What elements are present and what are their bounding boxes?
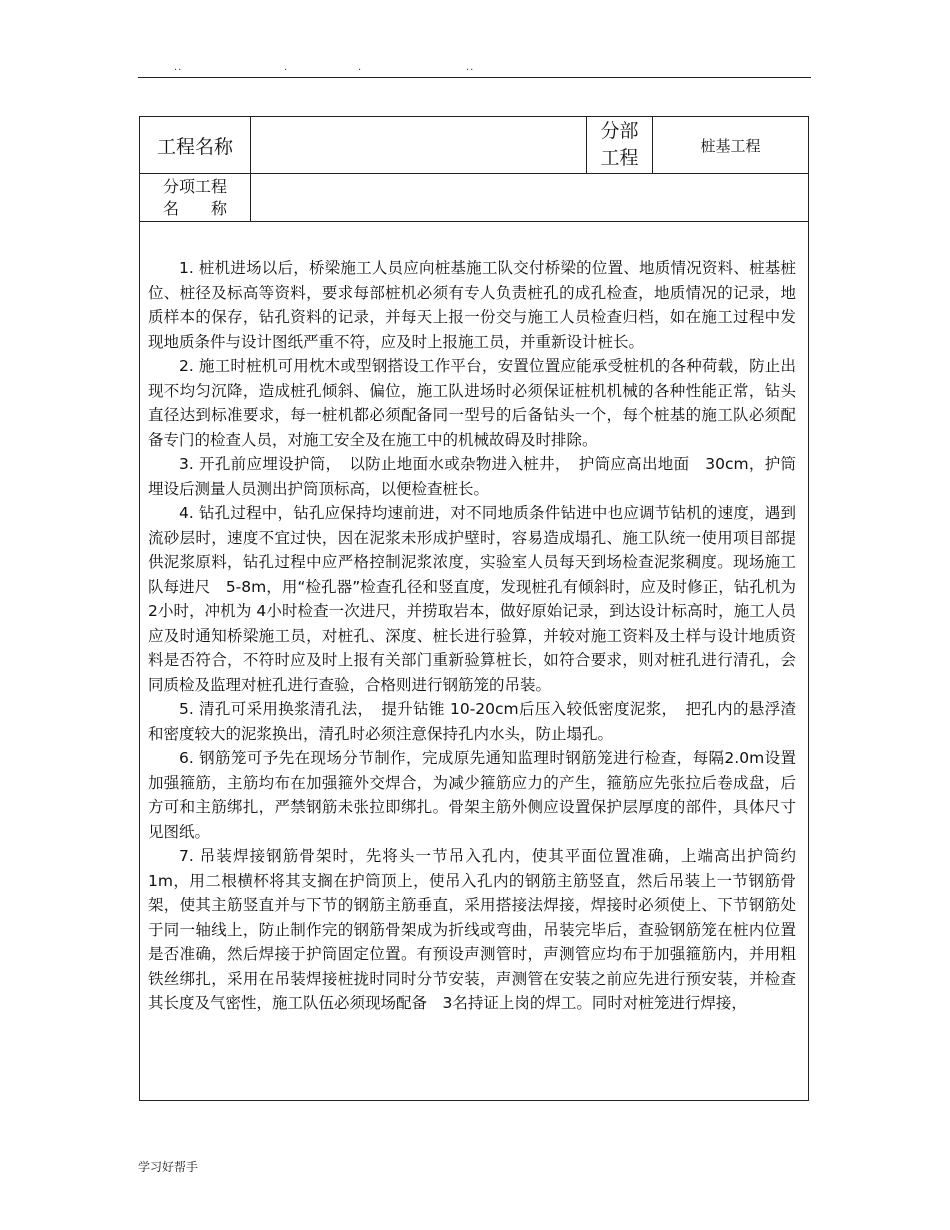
footer-text: 学习好帮手 (138, 1160, 199, 1174)
header-mark: . (358, 62, 363, 73)
paragraph-6: 6. 钢筋笼可予先在现场分节制作，完成原先通知监理时钢筋笼进行检查，每隔2.0m设置加强箍筋，主筋均布在加强箍外交焊合，为减少箍筋应力的产生，箍筋应先张拉后卷成盘，后方可和主筋绑扎，严禁钢筋未张拉即绑扎。骨架主筋外侧应设置保护层厚度的部件，具体尺寸见图纸。 (148, 749, 796, 841)
subitem-name-label (140, 174, 251, 222)
subitem-label-line-1: 分项工程 (162, 176, 227, 196)
header-mark: .. (466, 62, 475, 73)
division-label-line-1: 分部 (600, 120, 639, 142)
paragraph-1: 1. 桩机进场以后，桥梁施工人员应向桩基施工队交付桥梁的位置、地质情况资料、桩基桩位、桩径及标高等资料，要求每部桩机必须有专人负责桩孔的成孔检查，地质情况的记录，地质样本的保存，钻孔资料的记录，并每天上报一份交与施工人员检查归档，如在施工过程中发现地质条件与设计图纸严重不符，应及时上报施工员，并重新设计桩长。 (148, 259, 796, 351)
header-mark: .. (174, 62, 183, 73)
division-label (587, 117, 653, 174)
header-mark: . (284, 62, 289, 73)
paragraph-5: 5. 清孔可采用换浆清孔法， 提升钻锥 10-20cm后压入较低密度泥浆， 把孔内的悬浮渣和密度较大的泥浆换出，清孔时必须注意保持孔内水头，防止塌孔。 (148, 700, 796, 743)
subitem-label-line-2: 名 称 (162, 198, 227, 218)
paragraph-7: 7. 吊装焊接钢筋骨架时，先将头一节吊入孔内，使其平面位置准确，上端高出护筒约 1m，用二根横杯将其支搁在护筒顶上，使吊入孔内的钢筋主筋竖直，然后吊装上一节钢筋骨架，使其主筋竖直并与下节的钢筋主筋垂直，采用搭接法焊接，焊接时必须使上、下节钢筋处于同一轴线上，防止制作完的钢筋骨架成为折线或弯曲，吊装完毕后，查验钢筋笼在桩内位置是否准确，然后焊接于护筒固定位置。有预设声测管时，声测管应均布于加强箍筋内，并用粗铁丝绑扎，采用在吊装焊接桩拢时同时分节安装，声测管在安装之前应先进行预安装，并检查其长度及气密性，施工队伍必须现场配备 3名持证上岗的焊工。同时对桩笼进行焊接， (148, 847, 796, 1012)
paragraph-2: 2. 施工时桩机可用枕木或型钢搭设工作平台，安置位置应能承受桩机的各种荷载，防止出现不均匀沉降，造成桩孔倾斜、偏位，施工队进场时必须保证桩机机械的各种性能正常，钻头直径达到标准要求，每一桩机都必须配备同一型号的后备钻头一个，每个桩基的施工队必须配备专门的检查人员，对施工安全及在施工中的机械故碍及时排除。 (148, 357, 796, 449)
content-cell (140, 222, 812, 1101)
subitem-name-row (140, 174, 809, 222)
construction-record-table (139, 116, 812, 1101)
content-row (140, 222, 809, 1101)
project-name-label: 工程名称 (140, 117, 251, 174)
project-name-row (140, 117, 809, 174)
subitem-name-value (251, 174, 809, 222)
paragraph-4: 4. 钻孔过程中，钻孔应保持均速前进，对不同地质条件钻进中也应调节钻机的速度，遇到流砂层时，速度不宜过快，因在泥浆未形成护壁时，容易造成塌孔、施工队统一使用项目部提供泥浆原料，钻孔过程中应严格控制泥浆浓度，实验室人员每天到场检查泥浆稠度。现场施工队每进尺 5-8m，用“检孔器”检查孔径和竖直度，发现桩孔有倾斜时，应及时修正，钻孔机为 2小时，冲机为 4小时检查一次进尺，并捞取岩本，做好原始记录，到达设计标高时，施工人员应及时通知桥梁施工员，对桩孔、深度、桩长进行验算，并较对施工资料及土样与设计地质资料是否符合，不符时应及时上报有关部门重新验算桩长，如符合要求，则对桩孔进行清孔，会同质检及监理对桩孔进行查验，合格则进行钢筋笼的吊装。 (148, 504, 812, 694)
paragraph-3: 3. 开孔前应埋设护筒， 以防止地面水或杂物进入桩井， 护筒应高出地面 30cm，护筒埋设后测量人员测出护筒顶标高，以便检查桩长。 (148, 455, 796, 498)
division-value: 桩基工程 (653, 117, 809, 174)
header-rule (138, 77, 811, 78)
division-label-line-2: 工程 (600, 147, 639, 169)
project-name-value (251, 117, 587, 174)
content-body (140, 222, 812, 1016)
header-marks (170, 62, 490, 74)
